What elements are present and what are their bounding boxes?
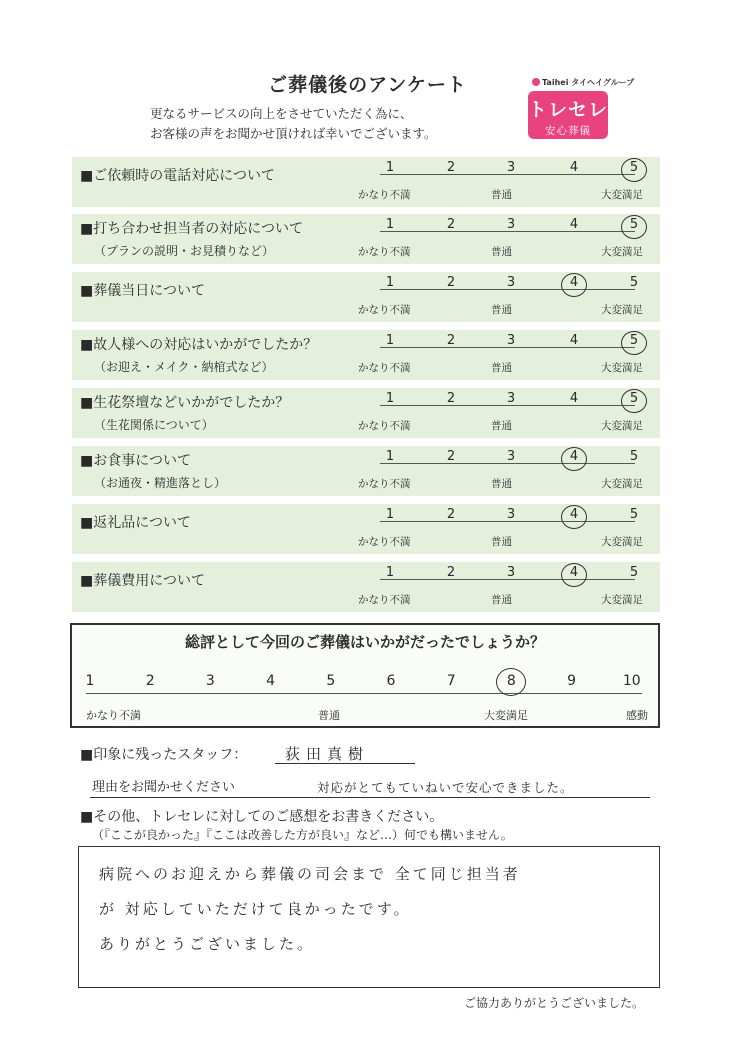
selected-rating-circle: [561, 273, 587, 297]
scale-label-mid: 普通: [491, 536, 512, 548]
rating-option[interactable]: 4: [569, 217, 579, 232]
question-label: ■葬儀費用について: [80, 573, 205, 589]
scale-label-low: かなり不満: [358, 420, 411, 432]
scale-label-high: 大変満足: [601, 362, 643, 374]
rating-option[interactable]: 1: [385, 391, 395, 406]
question-row: [72, 504, 660, 554]
survey-title: ご葬儀後のアンケート: [268, 74, 467, 96]
other-comments-label: ■その他、トレセレに対してのご感想をお書きください。: [80, 809, 444, 825]
overall-rating-option[interactable]: 6: [386, 673, 396, 689]
comment-box[interactable]: [78, 846, 660, 988]
subtitle-line-2: お客様の声をお聞かせ頂ければ幸いでございます。: [150, 126, 437, 141]
overall-rating-option[interactable]: 5: [326, 673, 336, 689]
question-row: [72, 446, 660, 496]
rating-option[interactable]: 3: [506, 217, 516, 232]
question-label: ■葬儀当日について: [80, 283, 205, 299]
overall-rating-option[interactable]: 8: [506, 673, 516, 689]
other-comments-hint: （『ここが良かった』『ここは改善した方が良い』など…）何でも構いません。: [92, 828, 513, 842]
rating-option[interactable]: 2: [446, 391, 456, 406]
question-sub-label: （プランの説明・お見積りなど）: [94, 244, 275, 258]
scale-label-low: かなり不満: [358, 594, 411, 606]
rating-option[interactable]: 3: [506, 160, 516, 175]
rating-option[interactable]: 2: [446, 565, 456, 580]
comment-line-3: ありがとうございました。: [99, 935, 316, 953]
rating-option[interactable]: 4: [569, 275, 579, 290]
logo: [528, 91, 608, 139]
scale-label-low: かなり不満: [358, 478, 411, 490]
rating-option[interactable]: 2: [446, 160, 456, 175]
overall-rating-option[interactable]: 9: [567, 673, 577, 689]
selected-rating-circle: [561, 505, 587, 529]
rating-option[interactable]: 1: [385, 333, 395, 348]
rating-option[interactable]: 1: [385, 275, 395, 290]
reason-underline: [90, 797, 650, 798]
staff-name-field[interactable]: 荻田真樹: [285, 745, 370, 763]
rating-option[interactable]: 5: [629, 565, 639, 580]
scale-label-low: かなり不満: [358, 536, 411, 548]
question-sub-label: （生花関係について）: [94, 418, 214, 432]
question-row: [72, 214, 660, 264]
scale-label-high: 大変満足: [601, 189, 643, 201]
logo-sub: 安心葬儀: [545, 125, 591, 137]
rating-option[interactable]: 1: [385, 507, 395, 522]
scale-label-high: 大変満足: [601, 536, 643, 548]
question-label: ■打ち合わせ担当者の対応について: [80, 221, 303, 237]
comment-line-1: 病院へのお迎えから葬儀の司会まで 全て同じ担当者: [99, 865, 521, 883]
rating-option[interactable]: 3: [506, 449, 516, 464]
overall-label-low: かなり不満: [86, 709, 141, 722]
rating-option[interactable]: 1: [385, 449, 395, 464]
scale-label-mid: 普通: [491, 594, 512, 606]
rating-option[interactable]: 3: [506, 507, 516, 522]
overall-rating-option[interactable]: 2: [145, 673, 155, 689]
rating-option[interactable]: 5: [629, 160, 639, 175]
question-label: ■故人様への対応はいかがでしたか？: [80, 337, 318, 353]
rating-option[interactable]: 1: [385, 160, 395, 175]
scale-label-low: かなり不満: [358, 189, 411, 201]
reason-label: 理由をお聞かせください: [92, 780, 236, 795]
scale-label-high: 大変満足: [601, 594, 643, 606]
rating-option[interactable]: 4: [569, 507, 579, 522]
scale-label-mid: 普通: [491, 362, 512, 374]
selected-rating-circle: [561, 447, 587, 471]
rating-option[interactable]: 4: [569, 449, 579, 464]
scale-label-mid: 普通: [491, 304, 512, 316]
overall-rating-option[interactable]: 3: [205, 673, 215, 689]
overall-rating-option[interactable]: 4: [266, 673, 276, 689]
rating-option[interactable]: 2: [446, 217, 456, 232]
selected-rating-circle: [621, 331, 647, 355]
logo-name: トレセレ: [528, 99, 609, 121]
logo-brand-text: Taihei タイヘイグループ: [542, 78, 635, 87]
rating-option[interactable]: 2: [446, 449, 456, 464]
question-row: [72, 272, 660, 322]
overall-scale-line: [86, 693, 642, 694]
selected-rating-circle: [561, 563, 587, 587]
question-sub-label: （お迎え・メイク・納棺式など）: [94, 360, 274, 374]
rating-option[interactable]: 5: [629, 275, 639, 290]
scale-label-low: かなり不満: [358, 304, 411, 316]
question-row: [72, 157, 660, 207]
overall-label-mid: 普通: [318, 709, 340, 722]
question-label: ■返礼品について: [80, 515, 191, 531]
rating-option[interactable]: 5: [629, 449, 639, 464]
survey-subtitle: [150, 104, 437, 144]
logo-brand: [532, 77, 634, 88]
selected-rating-circle: [621, 215, 647, 239]
scale-label-low: かなり不満: [358, 362, 411, 374]
rating-option[interactable]: 4: [569, 391, 579, 406]
question-row: [72, 330, 660, 380]
selected-rating-circle: [621, 389, 647, 413]
staff-label: ■印象に残ったスタッフ：: [80, 747, 248, 763]
subtitle-line-1: 更なるサービスの向上をさせていただく為に、: [150, 106, 413, 121]
overall-rating-option[interactable]: 10: [622, 673, 641, 689]
scale-label-high: 大変満足: [601, 420, 643, 432]
selected-rating-circle: [621, 158, 647, 182]
question-label: ■お食事について: [80, 453, 191, 469]
thank-you-note: ご協力ありがとうございました。: [464, 996, 645, 1010]
overall-title: 総評として今回のご葬儀はいかがだったでしょうか？: [184, 633, 545, 651]
taihei-logo-icon: [532, 78, 540, 86]
rating-option[interactable]: 3: [506, 565, 516, 580]
rating-option[interactable]: 3: [506, 391, 516, 406]
rating-option[interactable]: 5: [629, 391, 639, 406]
rating-option[interactable]: 2: [446, 333, 456, 348]
rating-option[interactable]: 3: [506, 275, 516, 290]
rating-option[interactable]: 5: [629, 333, 639, 348]
rating-option[interactable]: 2: [446, 507, 456, 522]
scale-label-mid: 普通: [491, 420, 512, 432]
scale-label-mid: 普通: [491, 246, 512, 258]
rating-option[interactable]: 4: [569, 160, 579, 175]
overall-selected-circle: [496, 668, 526, 696]
scale-label-low: かなり不満: [358, 246, 411, 258]
staff-underline: [275, 763, 415, 764]
rating-option[interactable]: 1: [385, 217, 395, 232]
overall-rating-box: [70, 623, 660, 728]
overall-rating-option[interactable]: 7: [446, 673, 456, 689]
scale-label-high: 大変満足: [601, 478, 643, 490]
overall-rating-option[interactable]: 1: [85, 673, 95, 689]
rating-option[interactable]: 1: [385, 565, 395, 580]
scale-label-high: 大変満足: [601, 246, 643, 258]
question-label: ■ご依頼時の電話対応について: [80, 168, 275, 184]
question-row: [72, 562, 660, 612]
question-row: [72, 388, 660, 438]
question-sub-label: （お通夜・精進落とし）: [94, 476, 227, 490]
question-label: ■生花祭壇などいかがでしたか？: [80, 395, 290, 411]
scale-label-mid: 普通: [491, 189, 512, 201]
reason-field[interactable]: 対応がとてもていねいで安心できました。: [317, 780, 574, 795]
rating-option[interactable]: 4: [569, 565, 579, 580]
scale-label-high: 大変満足: [601, 304, 643, 316]
scale-label-mid: 普通: [491, 478, 512, 490]
overall-label-top: 感動: [626, 709, 648, 722]
rating-option[interactable]: 5: [629, 507, 639, 522]
rating-option[interactable]: 5: [629, 217, 639, 232]
rating-option[interactable]: 3: [506, 333, 516, 348]
overall-label-high: 大変満足: [484, 709, 528, 722]
rating-option[interactable]: 2: [446, 275, 456, 290]
comment-line-2: が 対応していただけて良かったです。: [99, 900, 412, 918]
rating-option[interactable]: 4: [569, 333, 579, 348]
